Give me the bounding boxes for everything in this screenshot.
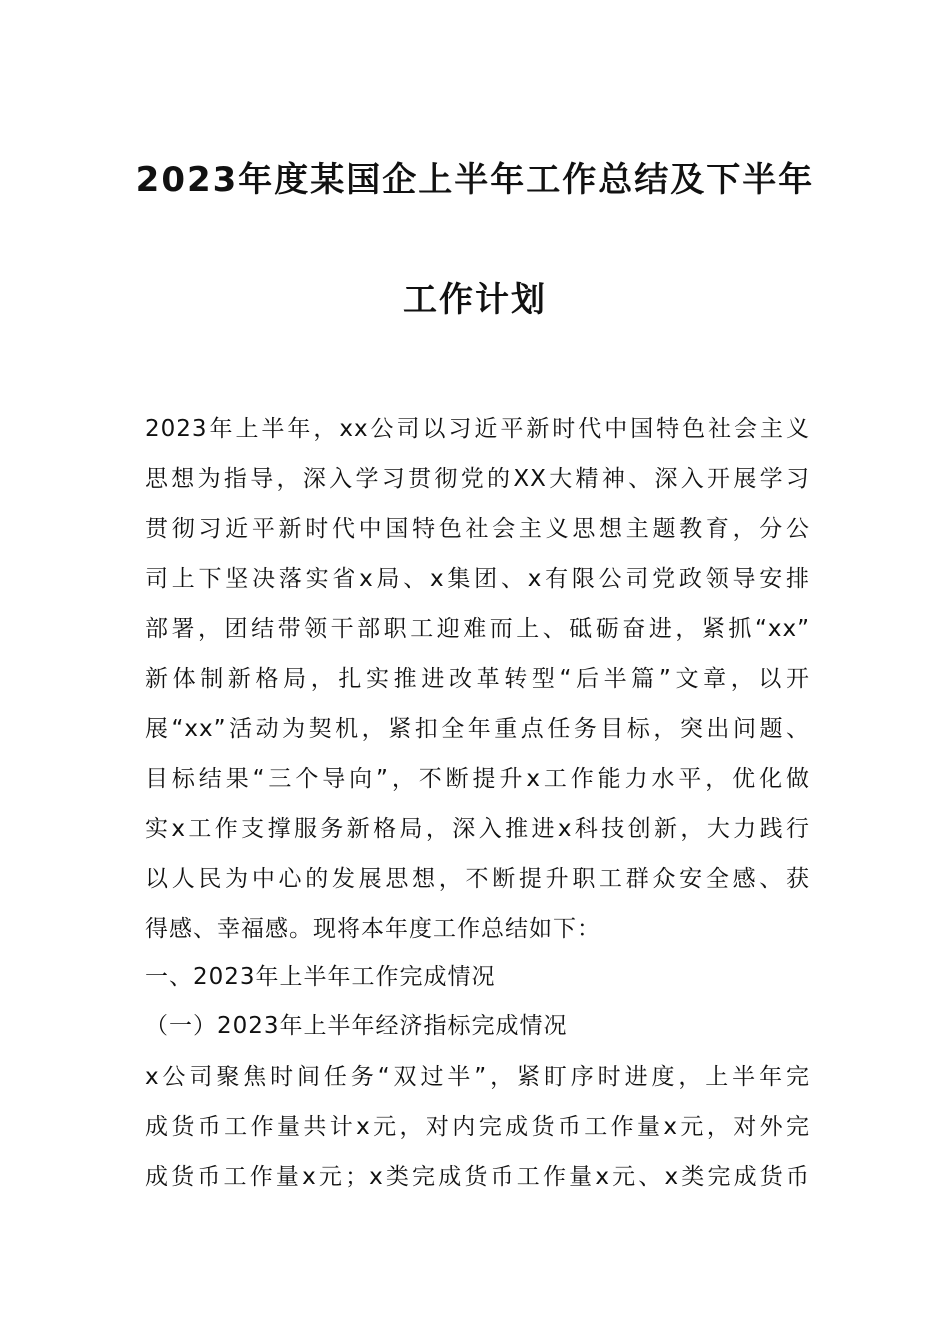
- subsection-line: 成货币工作量共计x元，对内完成货币工作量x元，对外完: [145, 1114, 810, 1140]
- subsection-line: x公司聚焦时间任务“双过半”，紧盯序时进度，上半年完: [145, 1064, 810, 1090]
- intro-line: 贯彻习近平新时代中国特色社会主义思想主题教育，分公: [145, 516, 810, 542]
- intro-line: 展“xx”活动为契机，紧扣全年重点任务目标，突出问题、: [145, 716, 810, 742]
- intro-line: 目标结果“三个导向”，不断提升x工作能力水平，优化做: [145, 766, 810, 792]
- subsection-line: 成货币工作量x元；x类完成货币工作量x元、x类完成货币: [145, 1164, 810, 1190]
- intro-line: 实x工作支撑服务新格局，深入推进x科技创新，大力践行: [145, 816, 810, 842]
- intro-line: 新体制新格局，扎实推进改革转型“后半篇”文章，以开: [145, 666, 810, 692]
- intro-line: 以人民为中心的发展思想，不断提升职工群众安全感、获: [145, 866, 810, 892]
- intro-line: 得感、幸福感。现将本年度工作总结如下：: [145, 916, 601, 942]
- intro-line: 部署，团结带领干部职工迎难而上、砥砺奋进，紧抓“xx”: [145, 616, 810, 642]
- intro-line: 思想为指导，深入学习贯彻党的XX大精神、深入开展学习: [145, 466, 810, 492]
- subsection-heading: （一）2023年上半年经济指标完成情况: [145, 1013, 568, 1039]
- intro-line: 2023年上半年，xx公司以习近平新时代中国特色社会主义: [145, 416, 810, 442]
- document-title-line-2: 工作计划: [403, 280, 547, 320]
- document-title-line-1: 2023年度某国企上半年工作总结及下半年: [135, 160, 815, 200]
- section-heading: 一、2023年上半年工作完成情况: [145, 964, 496, 990]
- intro-line: 司上下坚决落实省x局、x集团、x有限公司党政领导安排: [145, 566, 810, 592]
